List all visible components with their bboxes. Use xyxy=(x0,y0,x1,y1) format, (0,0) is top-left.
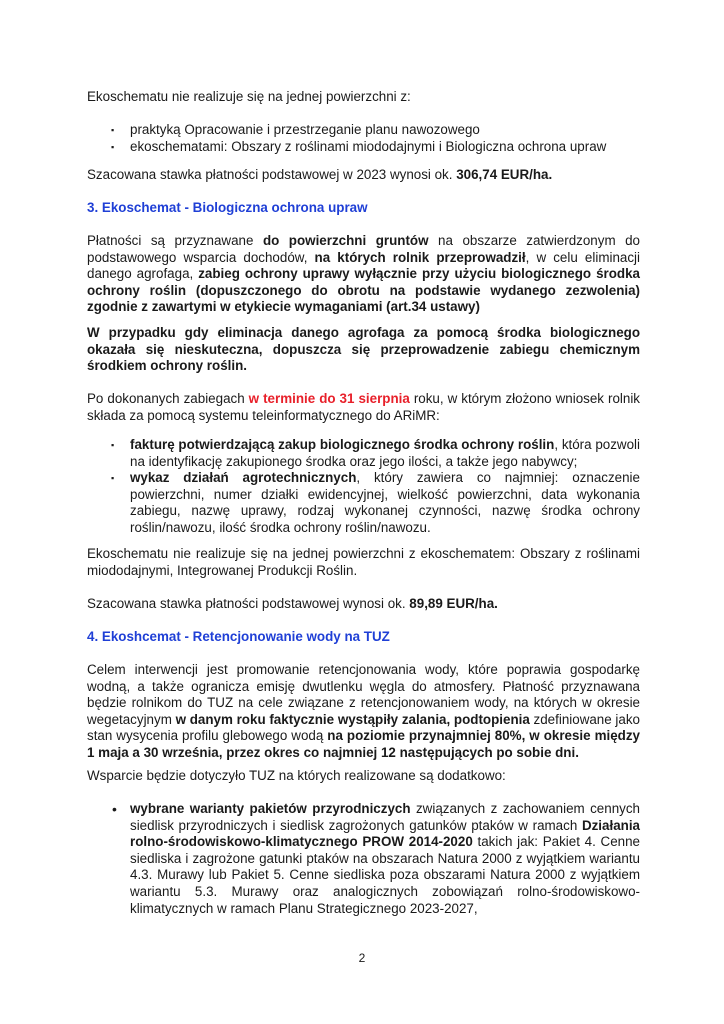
section3-paragraph-1: Płatności są przyznawane do powierzchni gruntów na obszarze zatwierdzonym do podstawowego wsparcia dochodów, na których rolnik przeprowadził, w celu eliminacji danego agrofaga, zabieg ochrony uprawy wyłącznie przy użyciu biologicznego środka ochrony roślin (dopuszczonego do obrotu na podstawie wydanego zezwolenia) zgodnie z zawartymi w etykiecie wymaganiami (art.34 ustawy) xyxy=(87,233,641,315)
section4-list xyxy=(87,801,640,917)
list-item: • wybrane warianty pakietów przyrodniczych związanych z zachowaniem cennych siedlisk przyrodniczych i siedlisk zagrożonych gatunków ptaków w ramach Działania rolno-środowiskowo-klimatycznego PROW 2014-2020 takich jak: Pakiet 4. Cenne siedliska i zagrożone gatunki ptaków na obszarach Natura 2000 z wyjątkiem wariantu 4.3. Murawy lub Pakiet 5. Cenne siedliska poza obszarami Natura 2000 z wyjątkiem wariantu 5.3. Murawy oraz analogicznych zobowiązań rolno-środowiskowo-klimatycznych w ramach Planu Strategicznego 2023-2027, xyxy=(112,801,640,916)
square-bullet-icon: ▪ xyxy=(111,473,115,484)
dot-bullet-icon: • xyxy=(112,801,117,817)
intro-text: Ekoschematu nie realizuje się na jednej powierzchni z: xyxy=(87,89,411,104)
section3-paragraph-4: Ekoschematu nie realizuje się na jednej powierzchni z ekoschematem: Obszary z roślinami miododajnymi, Integrowanej Produkcji Roślin. xyxy=(87,546,640,578)
list-item: ▪ wykaz działań agrotechnicznych, który zawiera co najmniej: oznaczenie powierzchni, numer działki ewidencyjnej, wielkość powierzchni, data wykonania zabiegu, nazwę uprawy, rodzaj wykonanej czynności, nazwę środka ochrony roślin/nawozu, ilość środka ochrony roślin/nawozu. xyxy=(111,470,640,535)
section3-rate: Szacowana stawka płatności podstawowej wynosi ok. 89,89 EUR/ha. xyxy=(87,596,498,611)
intro-rate: Szacowana stawka płatności podstawowej w 2023 wynosi ok. 306,74 EUR/ha. xyxy=(87,167,553,182)
page-number: 2 xyxy=(358,951,366,965)
section4-paragraph-1: Celem interwencji jest promowanie retencjonowania wody, które poprawia gospodarkę wodną, a także ogranicza emisję dwutlenku węgla do atmosfery. Płatność przyznawana będzie rolnikom do TUZ na cele związane z retencjonowaniem wody, na których w okresie wegetacyjnym w danym roku faktycznie wystąpiły zalania, podtopienia zdefiniowane jako stan wysycenia profilu glebowego wodą na poziomie przynajmniej 80%, w okresie między 1 maja a 30 września, przez okres co najmniej 12 następujących po sobie dni. xyxy=(87,662,640,760)
section3-paragraph-2: W przypadku gdy eliminacja danego agrofaga za pomocą środka biologicznego okazała się nieskuteczna, dopuszcza się przeprowadzenie zabiegu chemicznym środkiem ochrony roślin. xyxy=(87,325,640,374)
section4-paragraph-2: Wsparcie będzie dotyczyło TUZ na których realizowane są dodatkowo: xyxy=(87,768,506,783)
square-bullet-icon: ▪ xyxy=(111,141,115,152)
square-bullet-icon: ▪ xyxy=(111,125,115,135)
list-item: ▪ praktyką Opracowanie i przestrzeganie planu nawozowego xyxy=(111,122,480,137)
square-bullet-icon: ▪ xyxy=(111,440,115,450)
rate-value: 306,74 EUR/ha. xyxy=(456,167,553,182)
section4-heading: 4. Ekoshcemat - Retencjonowanie wody na TUZ xyxy=(87,629,390,644)
section3-paragraph-3: Po dokonanych zabiegach w terminie do 31 sierpnia roku, w którym złożono wniosek rolnik składa za pomocą systemu teleinformatycznego do ARiMR: xyxy=(87,391,640,423)
section3-list xyxy=(87,437,640,537)
intro-list xyxy=(87,122,640,155)
list-item: ▪ ekoschematami: Obszary z roślinami miododajnymi i Biologiczna ochrona upraw xyxy=(111,138,607,154)
rate-value: 89,89 EUR/ha. xyxy=(409,596,498,611)
list-item: ▪ fakturę potwierdzającą zakup biologicznego środka ochrony roślin, która pozwoli na identyfikację zakupionego środka oraz jego ilości, a także jego nabywcy; xyxy=(111,437,641,469)
section3-heading: 3. Ekoschemat - Biologiczna ochrona upraw xyxy=(87,200,368,215)
